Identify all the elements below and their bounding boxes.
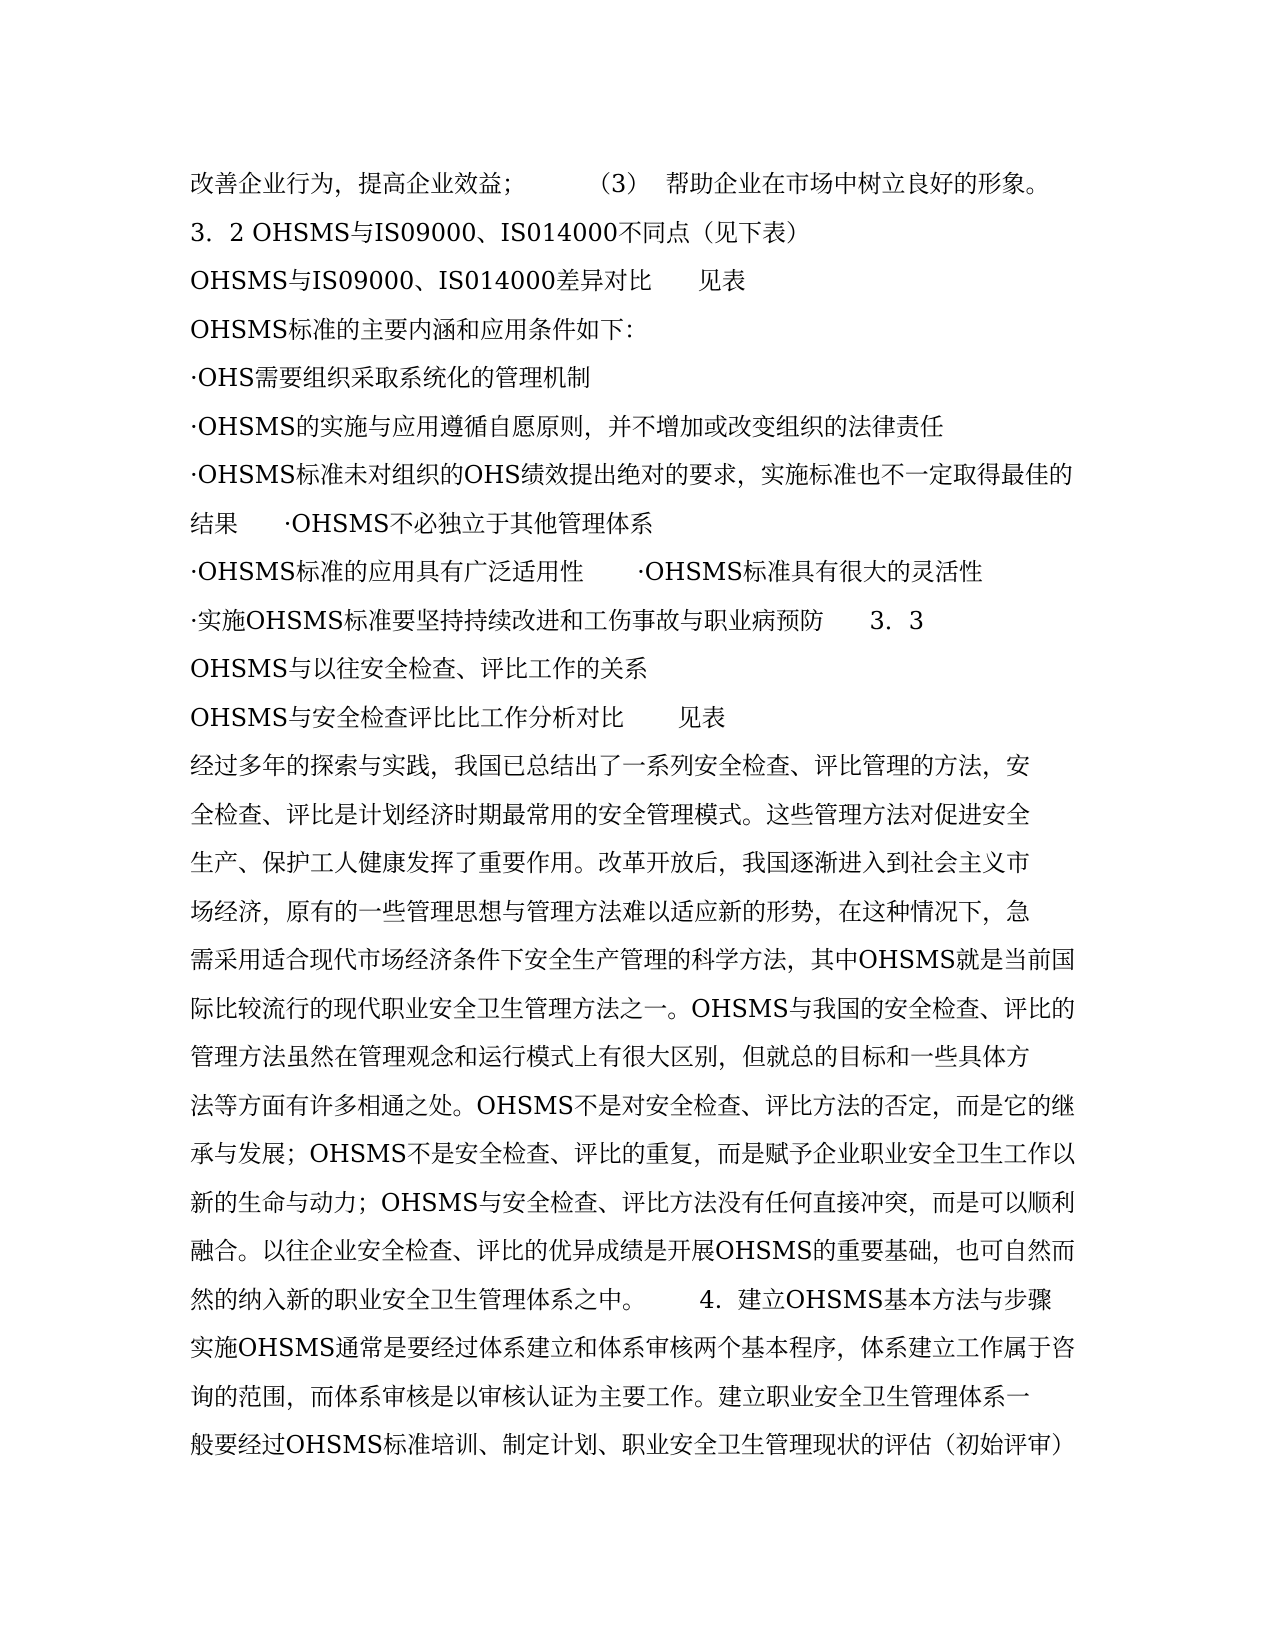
bullet-item: ·实施OHSMS标准要坚持持续改进和工伤事故与职业病预防 3．3 (190, 606, 925, 635)
text-line: OHSMS标准的主要内涵和应用条件如下： (190, 315, 649, 344)
paragraph-line: 融合。以往企业安全检查、评比的优异成绩是开展OHSMS的重要基础，也可自然而 (190, 1237, 1076, 1265)
paragraph-line: 般要经过OHSMS标准培训、制定计划、职业安全卫生管理现状的评估（初始评审） (190, 1431, 1076, 1459)
text-line: OHSMS与安全检查评比比工作分析对比 见表 (190, 703, 726, 732)
paragraph-line: 实施OHSMS通常是要经过体系建立和体系审核两个基本程序，体系建立工作属于咨 (190, 1334, 1076, 1362)
paragraph-line: 需采用适合现代市场经济条件下安全生产管理的科学方法，其中OHSMS就是当前国 (190, 946, 1076, 974)
section-heading: 3．2 OHSMS与IS09000、IS014000不同点（见下表） (190, 218, 811, 247)
paragraph-line: 全检查、评比是计划经济时期最常用的安全管理模式。这些管理方法对促进安全 (190, 800, 1030, 829)
section-heading: OHSMS与以往安全检查、评比工作的关系 (190, 655, 649, 683)
text-line: 改善企业行为，提高企业效益； （3） 帮助企业在市场中树立良好的形象。 (190, 170, 1050, 198)
document-body (190, 160, 1075, 1470)
paragraph-line: 管理方法虽然在管理观念和运行模式上有很大区别，但就总的目标和一些具体方 (190, 1043, 1030, 1071)
bullet-item: 结果 ·OHSMS不必独立于其他管理体系 (190, 509, 654, 538)
paragraph-line: 询的范围，而体系审核是以审核认证为主要工作。建立职业安全卫生管理体系一 (190, 1382, 1030, 1411)
paragraph-line: 场经济，原有的一些管理思想与管理方法难以适应新的形势，在这种情况下，急 (190, 897, 1030, 926)
paragraph-line: 经过多年的探索与实践，我国已总结出了一系列安全检查、评比管理的方法，安 (190, 752, 1030, 780)
paragraph-line: 然的纳入新的职业安全卫生管理体系之中。 4. 建立OHSMS基本方法与步骤 (190, 1285, 1052, 1314)
paragraph-line: 法等方面有许多相通之处。OHSMS不是对安全检查、评比方法的否定，而是它的继 (190, 1091, 1076, 1120)
bullet-item: ·OHSMS标准的应用具有广泛适用性 ·OHSMS标准具有很大的灵活性 (190, 558, 983, 586)
paragraph-line: 际比较流行的现代职业安全卫生管理方法之一。OHSMS与我国的安全检查、评比的 (190, 994, 1076, 1023)
paragraph-line: 新的生命与动力；OHSMS与安全检查、评比方法没有任何直接冲突，而是可以顺利 (190, 1188, 1076, 1217)
paragraph-line: 承与发展；OHSMS不是安全检查、评比的重复，而是赋予企业职业安全卫生工作以 (190, 1140, 1076, 1168)
bullet-item: ·OHSMS的实施与应用遵循自愿原则，并不增加或改变组织的法律责任 (190, 412, 944, 441)
paragraph-line: 生产、保护工人健康发挥了重要作用。改革开放后，我国逐渐进入到社会主义市 (190, 849, 1030, 877)
text-line: OHSMS与IS09000、IS014000差异对比 见表 (190, 267, 746, 295)
bullet-item: ·OHS需要组织采取系统化的管理机制 (190, 364, 591, 392)
bullet-item: ·OHSMS标准未对组织的OHS绩效提出绝对的要求，实施标准也不一定取得最佳的 (190, 461, 1073, 489)
